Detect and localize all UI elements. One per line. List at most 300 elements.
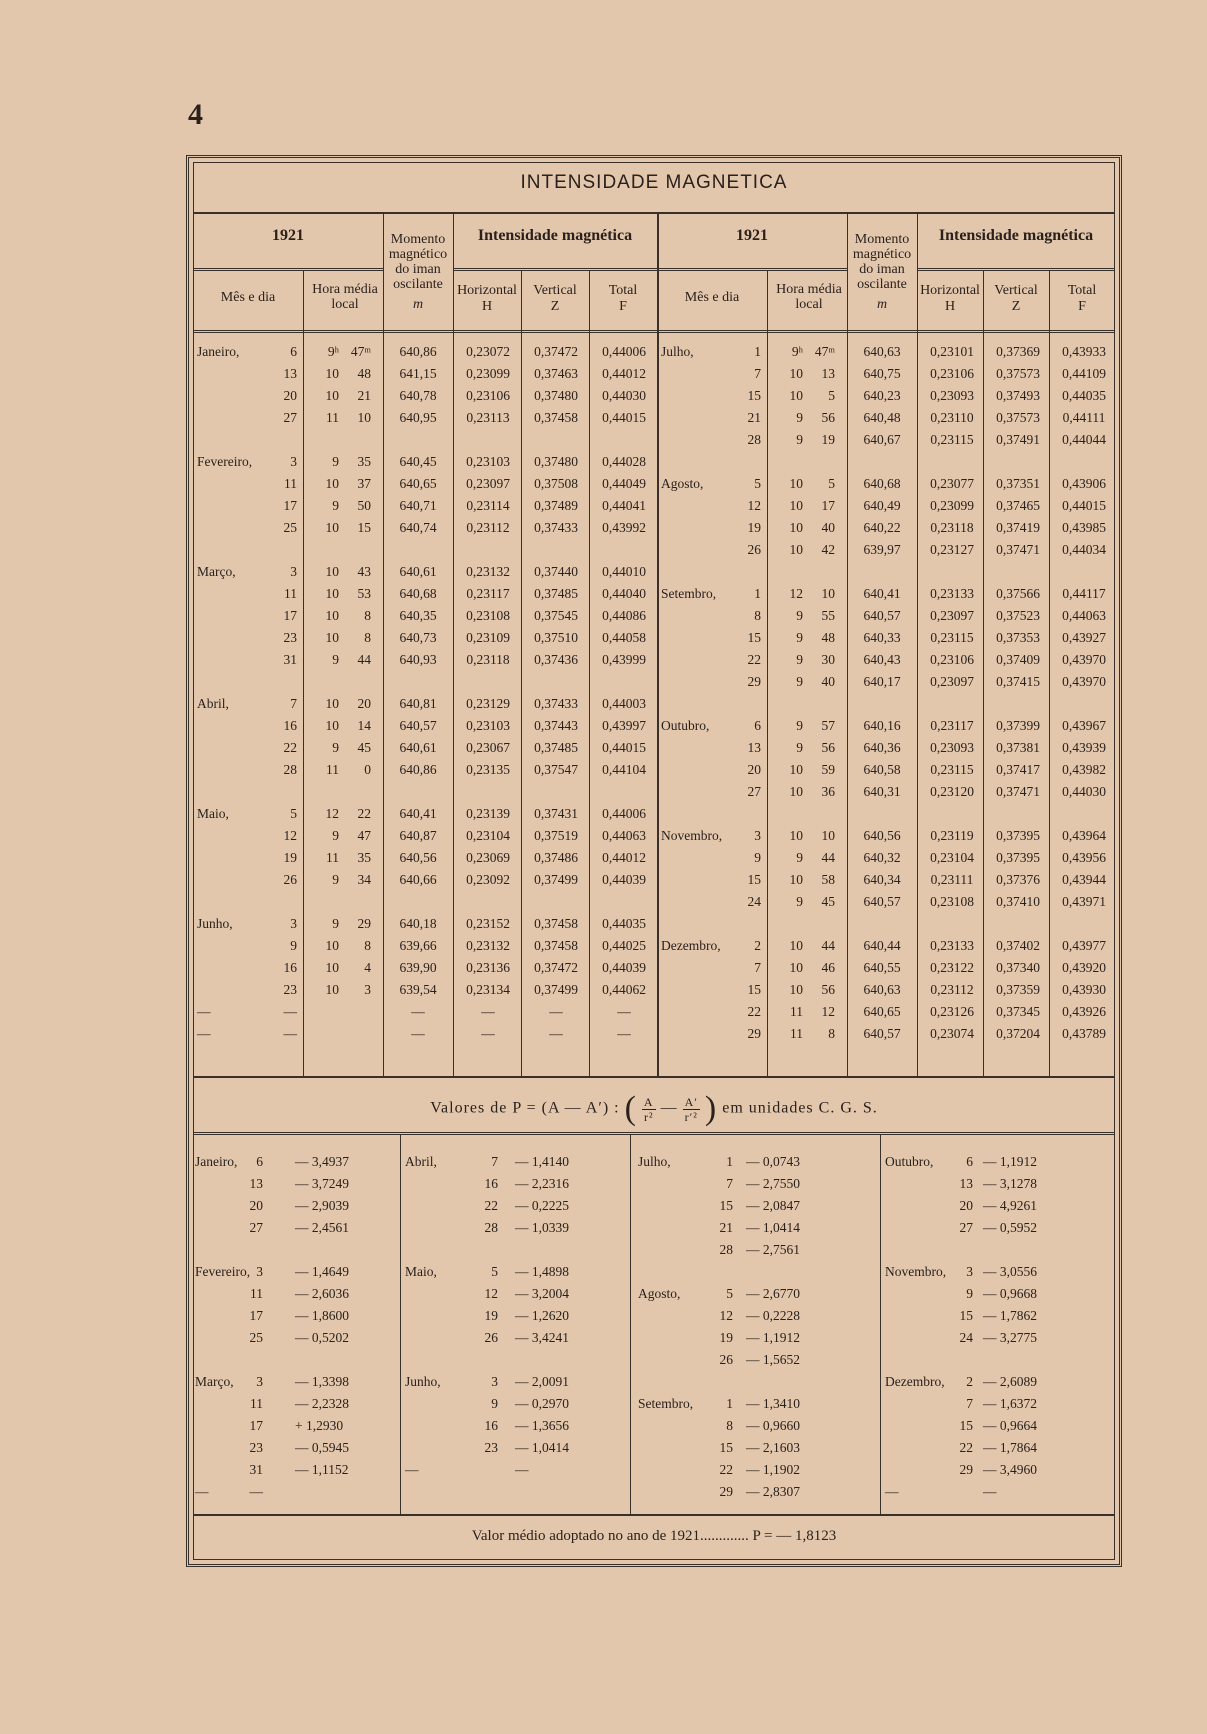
left-total-cell: — xyxy=(617,1026,631,1041)
right-day-cell: 7 xyxy=(754,960,761,975)
left-horizontal-cell: 0,23113 xyxy=(466,410,510,425)
left-minute-cell: 8 xyxy=(364,630,371,645)
p-day-cell: 29 xyxy=(959,1462,973,1477)
p-row xyxy=(193,1220,1115,1242)
right-hour-cell: 9 xyxy=(796,608,803,623)
p-day-cell: 22 xyxy=(484,1198,498,1213)
left-horizontal-cell: — xyxy=(481,1004,495,1019)
left-horizontal-cell: 0,23118 xyxy=(466,652,510,667)
p-value-cell: — 3,0556 xyxy=(983,1264,1037,1279)
left-moment-cell: 639,54 xyxy=(399,982,437,997)
table-row xyxy=(193,894,1115,916)
left-minute-cell: 50 xyxy=(357,498,371,513)
table-row xyxy=(193,564,1115,586)
left-moment-cell: 640,65 xyxy=(399,476,437,491)
left-hour-cell: 11 xyxy=(326,850,339,865)
right-minute-cell: 55 xyxy=(821,608,835,623)
right-total-cell: 0,43971 xyxy=(1062,894,1106,909)
p-row xyxy=(193,1374,1115,1396)
p-month-cell: Agosto, xyxy=(638,1286,681,1301)
p-day-cell: 12 xyxy=(484,1286,498,1301)
table-row xyxy=(193,1004,1115,1026)
table-row xyxy=(193,476,1115,498)
left-total-cell: 0,44035 xyxy=(602,916,646,931)
right-moment-cell: 640,57 xyxy=(863,894,901,909)
left-vertical-cell: — xyxy=(549,1004,563,1019)
left-horizontal-cell: 0,23134 xyxy=(466,982,510,997)
right-horizontal-cell: 0,23133 xyxy=(930,938,974,953)
left-vertical-cell: 0,37499 xyxy=(534,872,578,887)
p-day-cell: 3 xyxy=(966,1264,973,1279)
p-day-cell: 26 xyxy=(719,1352,733,1367)
p-value-cell: — 3,7249 xyxy=(295,1176,349,1191)
right-moment-cell: 640,55 xyxy=(863,960,901,975)
left-day-cell: 27 xyxy=(283,410,297,425)
table-row xyxy=(193,498,1115,520)
p-day-cell: 20 xyxy=(249,1198,263,1213)
left-moment-cell: 640,87 xyxy=(399,828,437,843)
p-value-cell: — 1,6372 xyxy=(983,1396,1037,1411)
p-day-cell: 22 xyxy=(719,1462,733,1477)
hour-header: Hora média local xyxy=(776,282,842,312)
left-hour-cell: 10 xyxy=(325,520,339,535)
left-moment-cell: 640,57 xyxy=(399,718,437,733)
p-month-cell: — xyxy=(885,1484,899,1499)
left-moment-cell: 639,66 xyxy=(399,938,437,953)
left-minute-cell: 34 xyxy=(357,872,371,887)
right-horizontal-cell: 0,23101 xyxy=(930,344,974,359)
right-total-cell: 0,43789 xyxy=(1062,1026,1106,1041)
p-day-cell: 21 xyxy=(719,1220,733,1235)
left-moment-cell: 640,86 xyxy=(399,344,437,359)
right-moment-cell: 640,43 xyxy=(863,652,901,667)
left-minute-cell: 10 xyxy=(357,410,371,425)
right-horizontal-cell: 0,23093 xyxy=(930,740,974,755)
table-row xyxy=(193,938,1115,960)
right-paren: ) xyxy=(704,1090,718,1127)
left-horizontal-cell: 0,23136 xyxy=(466,960,510,975)
right-moment-cell: 640,49 xyxy=(863,498,901,513)
p-value-cell: — 3,4937 xyxy=(295,1154,349,1169)
left-moment-cell: 640,81 xyxy=(399,696,437,711)
p-value-cell: — 2,0091 xyxy=(515,1374,569,1389)
right-hour-cell: 11 xyxy=(790,1004,803,1019)
right-moment-cell: 640,32 xyxy=(863,850,901,865)
fraction-b xyxy=(683,1095,700,1124)
right-vertical-cell: 0,37471 xyxy=(996,784,1040,799)
left-minute-cell: 44 xyxy=(357,652,371,667)
p-day-cell: 15 xyxy=(719,1440,733,1455)
table-row xyxy=(193,520,1115,542)
right-vertical-cell: 0,37465 xyxy=(996,498,1040,513)
left-moment-cell: 640,74 xyxy=(399,520,437,535)
table-row xyxy=(193,366,1115,388)
left-hour-cell: 11 xyxy=(326,762,339,777)
right-horizontal-cell: 0,23097 xyxy=(930,608,974,623)
right-horizontal-cell: 0,23108 xyxy=(930,894,974,909)
right-horizontal-cell: 0,23122 xyxy=(930,960,974,975)
right-moment-cell: 640,57 xyxy=(863,1026,901,1041)
left-minute-cell: 20 xyxy=(357,696,371,711)
right-minute-cell: 5 xyxy=(828,476,835,491)
left-minute-cell: 15 xyxy=(357,520,371,535)
left-vertical-cell: 0,37480 xyxy=(534,454,578,469)
p-day-cell: 17 xyxy=(249,1418,263,1433)
left-day-cell: 6 xyxy=(290,344,297,359)
right-total-cell: 0,43956 xyxy=(1062,850,1106,865)
p-day-cell: 8 xyxy=(726,1418,733,1433)
left-vertical-cell: 0,37508 xyxy=(534,476,578,491)
table-row xyxy=(193,850,1115,872)
right-minute-cell: 40 xyxy=(821,520,835,535)
p-value-cell: — 3,2775 xyxy=(983,1330,1037,1345)
p-day-cell: 16 xyxy=(484,1418,498,1433)
p-day-cell: 3 xyxy=(491,1374,498,1389)
left-hour-cell: 9 xyxy=(332,652,339,667)
header-bottom-rule xyxy=(193,330,1115,333)
right-hour-cell: 10 xyxy=(789,872,803,887)
title-divider xyxy=(193,212,1115,214)
p-day-cell: 23 xyxy=(484,1440,498,1455)
right-day-cell: 2 xyxy=(754,938,761,953)
left-horizontal-cell: 0,23152 xyxy=(466,916,510,931)
right-day-cell: 1 xyxy=(754,344,761,359)
left-day-cell: 23 xyxy=(283,982,297,997)
left-vertical-cell: 0,37519 xyxy=(534,828,578,843)
left-hour-cell: 9 xyxy=(332,916,339,931)
left-total-cell: 0,44040 xyxy=(602,586,646,601)
left-hour-cell: 10 xyxy=(325,388,339,403)
right-moment-cell: 640,65 xyxy=(863,1004,901,1019)
left-day-cell: 3 xyxy=(290,916,297,931)
right-hour-cell: 10 xyxy=(789,520,803,535)
table-row xyxy=(193,696,1115,718)
left-vertical-cell: 0,37547 xyxy=(534,762,578,777)
left-horizontal-cell: 0,23103 xyxy=(466,454,510,469)
p-row xyxy=(193,1242,1115,1264)
left-minute-cell: 35 xyxy=(357,850,371,865)
p-day-cell: 6 xyxy=(256,1154,263,1169)
year-header: 1921 xyxy=(736,227,768,244)
p-value-cell: — 0,5952 xyxy=(983,1220,1037,1235)
fraction-a-den: r² xyxy=(643,1109,654,1124)
left-paren: ( xyxy=(624,1090,637,1127)
right-vertical-cell: 0,37493 xyxy=(996,388,1040,403)
right-total-cell: 0,44015 xyxy=(1062,498,1106,513)
vertical-header: Vertical xyxy=(533,283,577,298)
right-moment-cell: 640,36 xyxy=(863,740,901,755)
table-row xyxy=(193,916,1115,938)
right-horizontal-cell: 0,23117 xyxy=(930,718,974,733)
p-month-cell: Dezembro, xyxy=(885,1374,945,1389)
right-total-cell: 0,43970 xyxy=(1062,674,1106,689)
header-rule xyxy=(193,268,383,271)
table-row xyxy=(193,784,1115,806)
p-month-cell: — xyxy=(405,1462,419,1477)
left-total-cell: 0,44028 xyxy=(602,454,646,469)
left-minute-cell: 14 xyxy=(357,718,371,733)
left-moment-cell: 640,66 xyxy=(399,872,437,887)
total-symbol: F xyxy=(1078,299,1086,314)
right-vertical-cell: 0,37410 xyxy=(996,894,1040,909)
right-minute-cell: 10 xyxy=(821,828,835,843)
p-row xyxy=(193,1484,1115,1506)
left-minute-cell: 3 xyxy=(364,982,371,997)
left-horizontal-cell: 0,23103 xyxy=(466,718,510,733)
left-total-cell: — xyxy=(617,1004,631,1019)
right-day-cell: 27 xyxy=(747,784,761,799)
right-day-cell: 5 xyxy=(754,476,761,491)
right-vertical-cell: 0,37340 xyxy=(996,960,1040,975)
left-moment-cell: 640,18 xyxy=(399,916,437,931)
left-vertical-cell: 0,37486 xyxy=(534,850,578,865)
left-horizontal-cell: 0,23092 xyxy=(466,872,510,887)
left-vertical-cell: 0,37443 xyxy=(534,718,578,733)
formula-prefix: Valores de P = (A — A′) : xyxy=(430,1099,620,1117)
left-minute-cell: 45 xyxy=(357,740,371,755)
right-moment-cell: 640,63 xyxy=(863,982,901,997)
p-day-cell: 16 xyxy=(484,1176,498,1191)
p-day-cell: 25 xyxy=(249,1330,263,1345)
right-vertical-cell: 0,37353 xyxy=(996,630,1040,645)
moment-symbol: m xyxy=(412,297,424,312)
right-day-cell: 29 xyxy=(747,674,761,689)
p-value-cell: — 4,9261 xyxy=(983,1198,1037,1213)
right-vertical-cell: 0,37345 xyxy=(996,1004,1040,1019)
right-vertical-cell: 0,37376 xyxy=(996,872,1040,887)
left-minute-cell: 8 xyxy=(364,938,371,953)
left-total-cell: 0,44063 xyxy=(602,828,646,843)
p-month-cell: Novembro, xyxy=(885,1264,947,1279)
left-day-cell: 31 xyxy=(283,652,297,667)
header-rule xyxy=(453,268,657,271)
right-hour-cell: 9 xyxy=(796,718,803,733)
left-moment-cell: 640,45 xyxy=(399,454,437,469)
table-row xyxy=(193,806,1115,828)
left-moment-cell: 640,71 xyxy=(399,498,437,513)
p-month-cell: Abril, xyxy=(405,1154,437,1169)
right-minute-cell: 10 xyxy=(821,586,835,601)
p-row xyxy=(193,1396,1115,1418)
left-moment-cell: 640,86 xyxy=(399,762,437,777)
right-day-cell: 15 xyxy=(747,630,761,645)
right-vertical-cell: 0,37399 xyxy=(996,718,1040,733)
right-day-cell: 22 xyxy=(747,1004,761,1019)
left-day-cell: 5 xyxy=(290,806,297,821)
p-value-cell: — 1,1912 xyxy=(983,1154,1037,1169)
right-horizontal-cell: 0,23115 xyxy=(930,762,974,777)
left-day-cell: 11 xyxy=(284,476,297,491)
p-day-cell: 15 xyxy=(959,1308,973,1323)
formula-minus: — xyxy=(660,1099,678,1117)
right-moment-cell: 640,75 xyxy=(863,366,901,381)
left-day-cell: 22 xyxy=(283,740,297,755)
left-total-cell: 0,44006 xyxy=(602,344,646,359)
left-minute-cell: 8 xyxy=(364,608,371,623)
left-horizontal-cell: 0,23097 xyxy=(466,476,510,491)
left-total-cell: 0,44058 xyxy=(602,630,646,645)
left-moment-cell: 640,41 xyxy=(399,806,437,821)
p-day-cell: 23 xyxy=(249,1440,263,1455)
p-value-cell: — 1,5652 xyxy=(746,1352,800,1367)
header-rule xyxy=(657,268,847,271)
left-total-cell: 0,44025 xyxy=(602,938,646,953)
right-horizontal-cell: 0,23099 xyxy=(930,498,974,513)
left-moment-cell: 640,95 xyxy=(399,410,437,425)
p-day-cell: 31 xyxy=(249,1462,263,1477)
table-row xyxy=(193,652,1115,674)
right-moment-cell: 640,44 xyxy=(863,938,901,953)
p-value-cell: — 2,2316 xyxy=(515,1176,569,1191)
left-hour-cell: 10 xyxy=(325,366,339,381)
left-total-cell: 0,44041 xyxy=(602,498,646,513)
left-month-cell: Janeiro, xyxy=(197,344,240,359)
left-total-cell: 0,44012 xyxy=(602,850,646,865)
p-value-cell: — 2,6770 xyxy=(746,1286,800,1301)
left-hour-cell: 10 xyxy=(325,718,339,733)
left-total-cell: 0,44015 xyxy=(602,410,646,425)
left-day-cell: 26 xyxy=(283,872,297,887)
right-minute-cell: 44 xyxy=(821,850,835,865)
right-vertical-cell: 0,37369 xyxy=(996,344,1040,359)
right-day-cell: 12 xyxy=(747,498,761,513)
left-day-cell: — xyxy=(283,1004,297,1019)
p-day-cell: 9 xyxy=(491,1396,498,1411)
left-hour-cell: 10 xyxy=(325,608,339,623)
left-hour-cell: 11 xyxy=(326,410,339,425)
p-day-cell: 29 xyxy=(719,1484,733,1499)
left-hour-cell: 10 xyxy=(325,938,339,953)
table-row xyxy=(193,1026,1115,1048)
right-vertical-cell: 0,37573 xyxy=(996,410,1040,425)
table-row xyxy=(193,674,1115,696)
right-vertical-cell: 0,37419 xyxy=(996,520,1040,535)
right-moment-cell: 640,34 xyxy=(863,872,901,887)
right-horizontal-cell: 0,23093 xyxy=(930,388,974,403)
right-minute-cell: 56 xyxy=(821,982,835,997)
right-hour-cell: 10 xyxy=(789,784,803,799)
right-hour-cell: 9 xyxy=(796,432,803,447)
p-value-cell: — 1,2620 xyxy=(515,1308,569,1323)
left-hour-cell: 10 xyxy=(325,630,339,645)
p-day-cell: 11 xyxy=(250,1286,263,1301)
left-hour-cell: 10 xyxy=(325,982,339,997)
right-minute-cell: 46 xyxy=(821,960,835,975)
left-hour-cell: 10 xyxy=(325,586,339,601)
left-total-cell: 0,44039 xyxy=(602,960,646,975)
left-moment-cell: — xyxy=(411,1004,425,1019)
left-total-cell: 0,44030 xyxy=(602,388,646,403)
right-day-cell: 21 xyxy=(747,410,761,425)
right-total-cell: 0,43927 xyxy=(1062,630,1106,645)
p-value-cell: — xyxy=(983,1484,997,1499)
right-total-cell: 0,44035 xyxy=(1062,388,1106,403)
p-month-cell: — xyxy=(195,1484,209,1499)
p-day-cell: 5 xyxy=(491,1264,498,1279)
p-value-cell: — 0,2225 xyxy=(515,1198,569,1213)
right-hour-cell: 10 xyxy=(789,542,803,557)
left-hour-cell: 10 xyxy=(325,564,339,579)
p-day-cell: 1 xyxy=(726,1154,733,1169)
right-moment-cell: 639,97 xyxy=(863,542,901,557)
p-value-cell: — 1,7864 xyxy=(983,1440,1037,1455)
right-moment-cell: 640,63 xyxy=(863,344,901,359)
p-value-cell: — 0,5202 xyxy=(295,1330,349,1345)
right-month-cell: Dezembro, xyxy=(661,938,721,953)
p-row xyxy=(193,1330,1115,1352)
p-day-cell: 12 xyxy=(719,1308,733,1323)
left-total-cell: 0,44012 xyxy=(602,366,646,381)
p-value-cell: — 2,4561 xyxy=(295,1220,349,1235)
p-day-cell: 5 xyxy=(726,1286,733,1301)
left-moment-cell: 640,56 xyxy=(399,850,437,865)
right-total-cell: 0,43977 xyxy=(1062,938,1106,953)
left-day-cell: 17 xyxy=(283,608,297,623)
right-minute-cell: 45 xyxy=(821,894,835,909)
right-moment-cell: 640,48 xyxy=(863,410,901,425)
p-value-cell: — 1,7862 xyxy=(983,1308,1037,1323)
left-horizontal-cell: 0,23114 xyxy=(466,498,510,513)
left-hour-cell: 9 xyxy=(332,740,339,755)
right-total-cell: 0,44063 xyxy=(1062,608,1106,623)
left-horizontal-cell: 0,23132 xyxy=(466,564,510,579)
left-day-cell: 3 xyxy=(290,564,297,579)
right-total-cell: 0,43982 xyxy=(1062,762,1106,777)
right-horizontal-cell: 0,23120 xyxy=(930,784,974,799)
left-day-cell: 13 xyxy=(283,366,297,381)
p-month-cell: Fevereiro, xyxy=(195,1264,251,1279)
left-day-cell: 20 xyxy=(283,388,297,403)
year-header: 1921 xyxy=(272,227,304,244)
p-value-cell: — 2,2328 xyxy=(295,1396,349,1411)
right-horizontal-cell: 0,23097 xyxy=(930,674,974,689)
p-day-cell: 6 xyxy=(966,1154,973,1169)
p-day-cell: 15 xyxy=(959,1418,973,1433)
p-value-cell: — 0,9664 xyxy=(983,1418,1037,1433)
left-moment-cell: 640,61 xyxy=(399,740,437,755)
right-total-cell: 0,43970 xyxy=(1062,652,1106,667)
right-total-cell: 0,44109 xyxy=(1062,366,1106,381)
right-hour-cell: 9 xyxy=(796,850,803,865)
right-hour-cell: 10 xyxy=(789,762,803,777)
left-vertical-cell: 0,37458 xyxy=(534,916,578,931)
left-month-cell: Março, xyxy=(197,564,236,579)
left-horizontal-cell: 0,23112 xyxy=(466,520,510,535)
right-moment-cell: 640,33 xyxy=(863,630,901,645)
left-horizontal-cell: 0,23069 xyxy=(466,850,510,865)
left-moment-cell: 640,68 xyxy=(399,586,437,601)
right-day-cell: 24 xyxy=(747,894,761,909)
left-day-cell: 3 xyxy=(290,454,297,469)
p-day-cell: — xyxy=(249,1484,263,1499)
right-day-cell: 8 xyxy=(754,608,761,623)
left-day-cell: 11 xyxy=(284,586,297,601)
left-vertical-cell: 0,37431 xyxy=(534,806,578,821)
right-horizontal-cell: 0,23111 xyxy=(930,872,974,887)
left-horizontal-cell: 0,23132 xyxy=(466,938,510,953)
p-value-cell: — 0,5945 xyxy=(295,1440,349,1455)
right-horizontal-cell: 0,23115 xyxy=(930,432,974,447)
right-moment-cell: 640,22 xyxy=(863,520,901,535)
left-day-cell: — xyxy=(283,1026,297,1041)
right-vertical-cell: 0,37409 xyxy=(996,652,1040,667)
right-minute-cell: 5 xyxy=(828,388,835,403)
p-value-cell: — 1,3656 xyxy=(515,1418,569,1433)
right-horizontal-cell: 0,23110 xyxy=(930,410,974,425)
p-day-cell: 24 xyxy=(959,1330,973,1345)
p-month-cell: Janeiro, xyxy=(195,1154,238,1169)
right-hour-cell: 12 xyxy=(789,586,803,601)
